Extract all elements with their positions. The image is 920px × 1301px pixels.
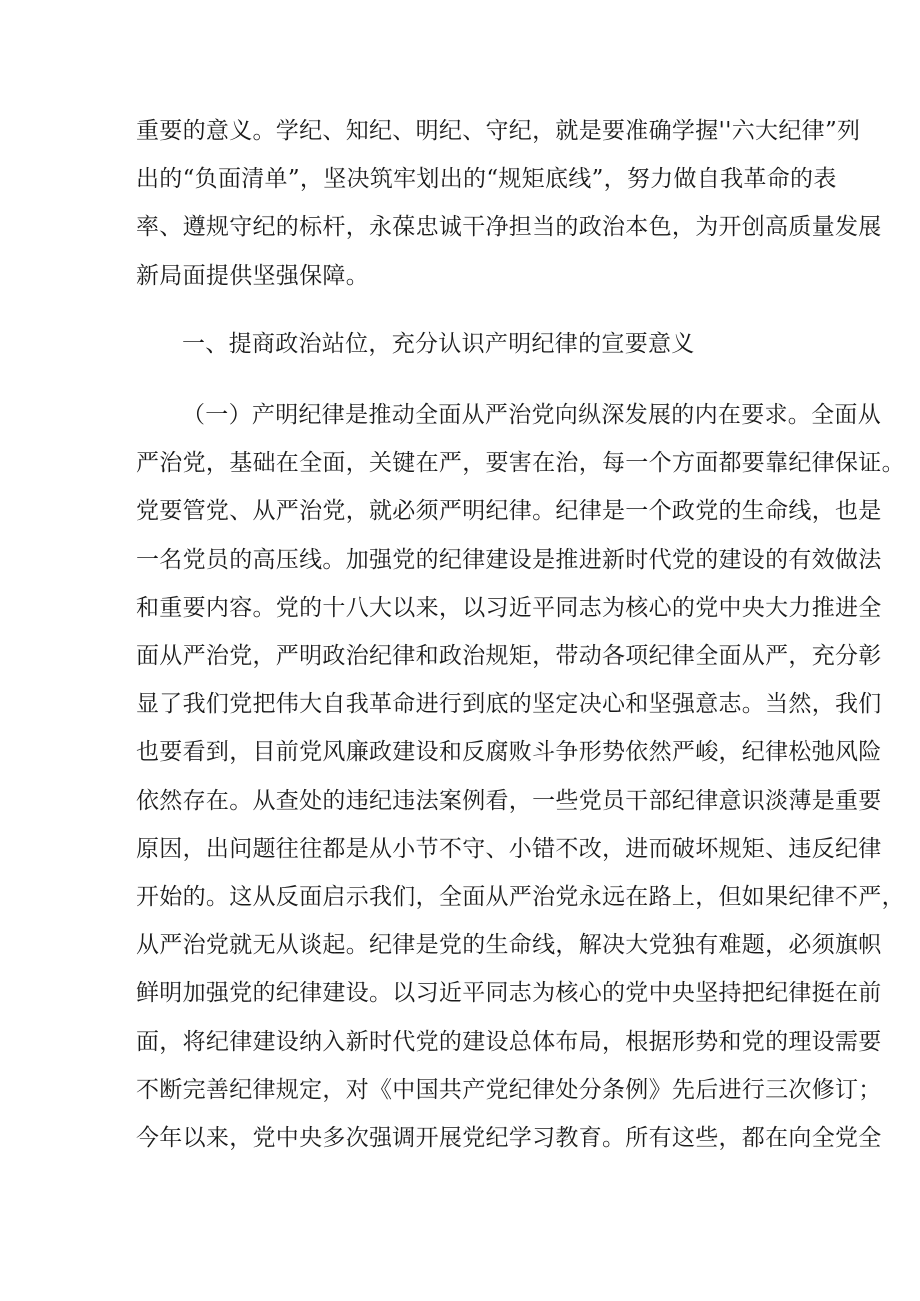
intro-paragraph <box>136 107 882 300</box>
text-line: 严治党，基础在全面，关键在严，要害在治，每一个方面都要靠纪律保证。 <box>136 450 905 477</box>
text-line: 依然存在。从查处的违纪违法案例看，一些党员干部纪律意识淡薄是重要 <box>136 787 882 814</box>
text-line: 出的“负面清单”，坚决筑牢划出的“规矩底线”，努力做自我革命的表 <box>136 166 837 193</box>
text-line: 重要的意义。学纪、知纪、明纪、守纪，就是要准确学握''六大纪律”列 <box>136 118 861 144</box>
text-line: 从严治党就无从谈起。纪律是党的生命线，解决大党独有难题，必须旗帜 <box>136 932 882 959</box>
text-line: 开始的。这从反面启示我们，全面从严治党永远在路上，但如果纪律不严， <box>136 884 905 911</box>
section-heading-text: 一、提商政治站位，充分认识产明纪律的宣要意义 <box>182 331 695 357</box>
text-line: 也要看到，目前党风廉政建设和反腐败斗争形势依然严峻，纪律松弛风险 <box>136 739 882 766</box>
text-line: 和重要内容。党的十八大以来，以习近平同志为核心的党中央大力推进全 <box>136 594 882 621</box>
text-line: 不断完善纪律规定，对《中国共产党纪律处分条例》先后进行三次修订； <box>136 1076 882 1103</box>
text-line: 鲜明加强党的纪律建设。以习近平同志为核心的党中央坚持把纪律挺在前 <box>136 980 882 1007</box>
text-line: 党要管党、从严治党，就必须严明纪律。纪律是一个政党的生命线，也是 <box>136 498 882 525</box>
text-line: 今年以来，党中央多次强调开展党纪学习教育。所有这些，都在向全党全 <box>136 1125 882 1152</box>
text-line: 率、遵规守纪的标杆，永葆忠诚干净担当的政治本色，为开创高质量发展 <box>136 214 882 241</box>
text-line: 新局面提供坚强保障。 <box>136 262 369 289</box>
section-heading <box>136 320 786 368</box>
text-line: （一）产明纪律是推动全面从严治党向纵深发展的内在要求。全面从 <box>182 402 881 428</box>
text-line: 显了我们党把伟大自我革命进行到底的坚定决心和坚强意志。当然，我们 <box>136 691 882 718</box>
text-line: 面，将纪律建设纳入新时代党的建设总体布局，根据形势和党的理设需要 <box>136 1028 882 1055</box>
text-line: 一名党员的高压线。加强党的纪律建设是推进新时代党的建设的有效做法 <box>136 546 882 573</box>
text-line: 面从严治党，严明政治纪律和政治规矩，带动各项纪律全面从严，充分彰 <box>136 643 882 670</box>
body-paragraph <box>136 391 905 1162</box>
text-line: 原因，出问题往往都是从小节不守、小错不改，进而破坏规矩、违反纪律 <box>136 835 882 862</box>
